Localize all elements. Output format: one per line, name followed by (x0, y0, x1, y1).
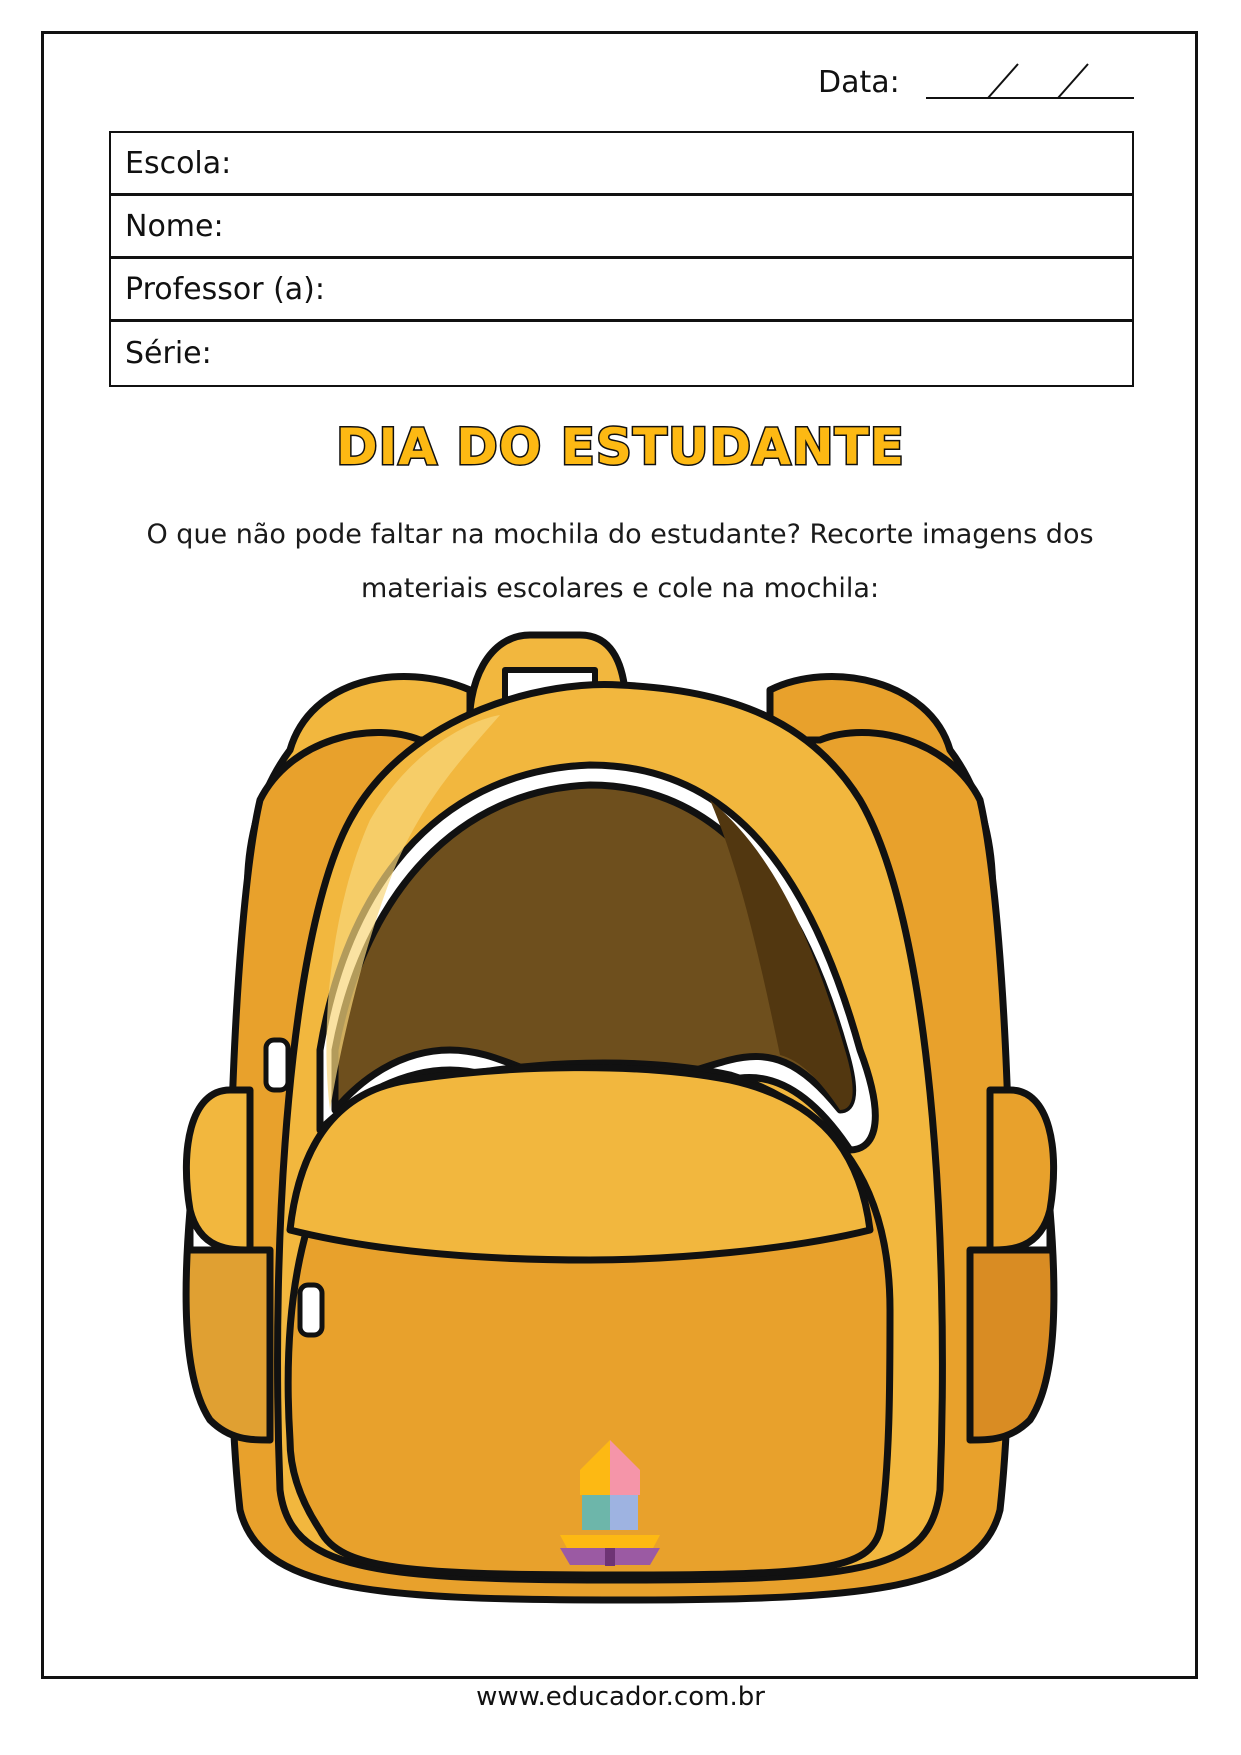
instructions-line-1: O que não pode faltar na mochila do estudante? Recorte imagens dos (146, 519, 1094, 550)
instructions-line-2: materiais escolares e cole na mochila: (360, 573, 880, 604)
field-label: Professor (a): (125, 271, 325, 307)
backpack-icon (170, 630, 1070, 1610)
page-title: DIA DO ESTUDANTE (336, 418, 905, 476)
date-field (818, 60, 1136, 100)
field-escola[interactable] (111, 133, 1132, 196)
student-info-table (109, 131, 1134, 387)
date-label: Data: (818, 65, 900, 100)
field-professor[interactable] (111, 259, 1132, 322)
field-serie[interactable] (111, 322, 1132, 385)
backpack-illustration[interactable] (170, 630, 1070, 1610)
field-label: Nome: (125, 208, 224, 244)
date-slashes-icon (926, 60, 1136, 100)
field-nome[interactable] (111, 196, 1132, 259)
date-input-line[interactable] (926, 60, 1136, 100)
website-footer: www.educador.com.br (476, 1682, 765, 1712)
field-label: Série: (125, 336, 212, 371)
field-label: Escola: (125, 145, 232, 181)
instructions-text (120, 508, 1120, 616)
